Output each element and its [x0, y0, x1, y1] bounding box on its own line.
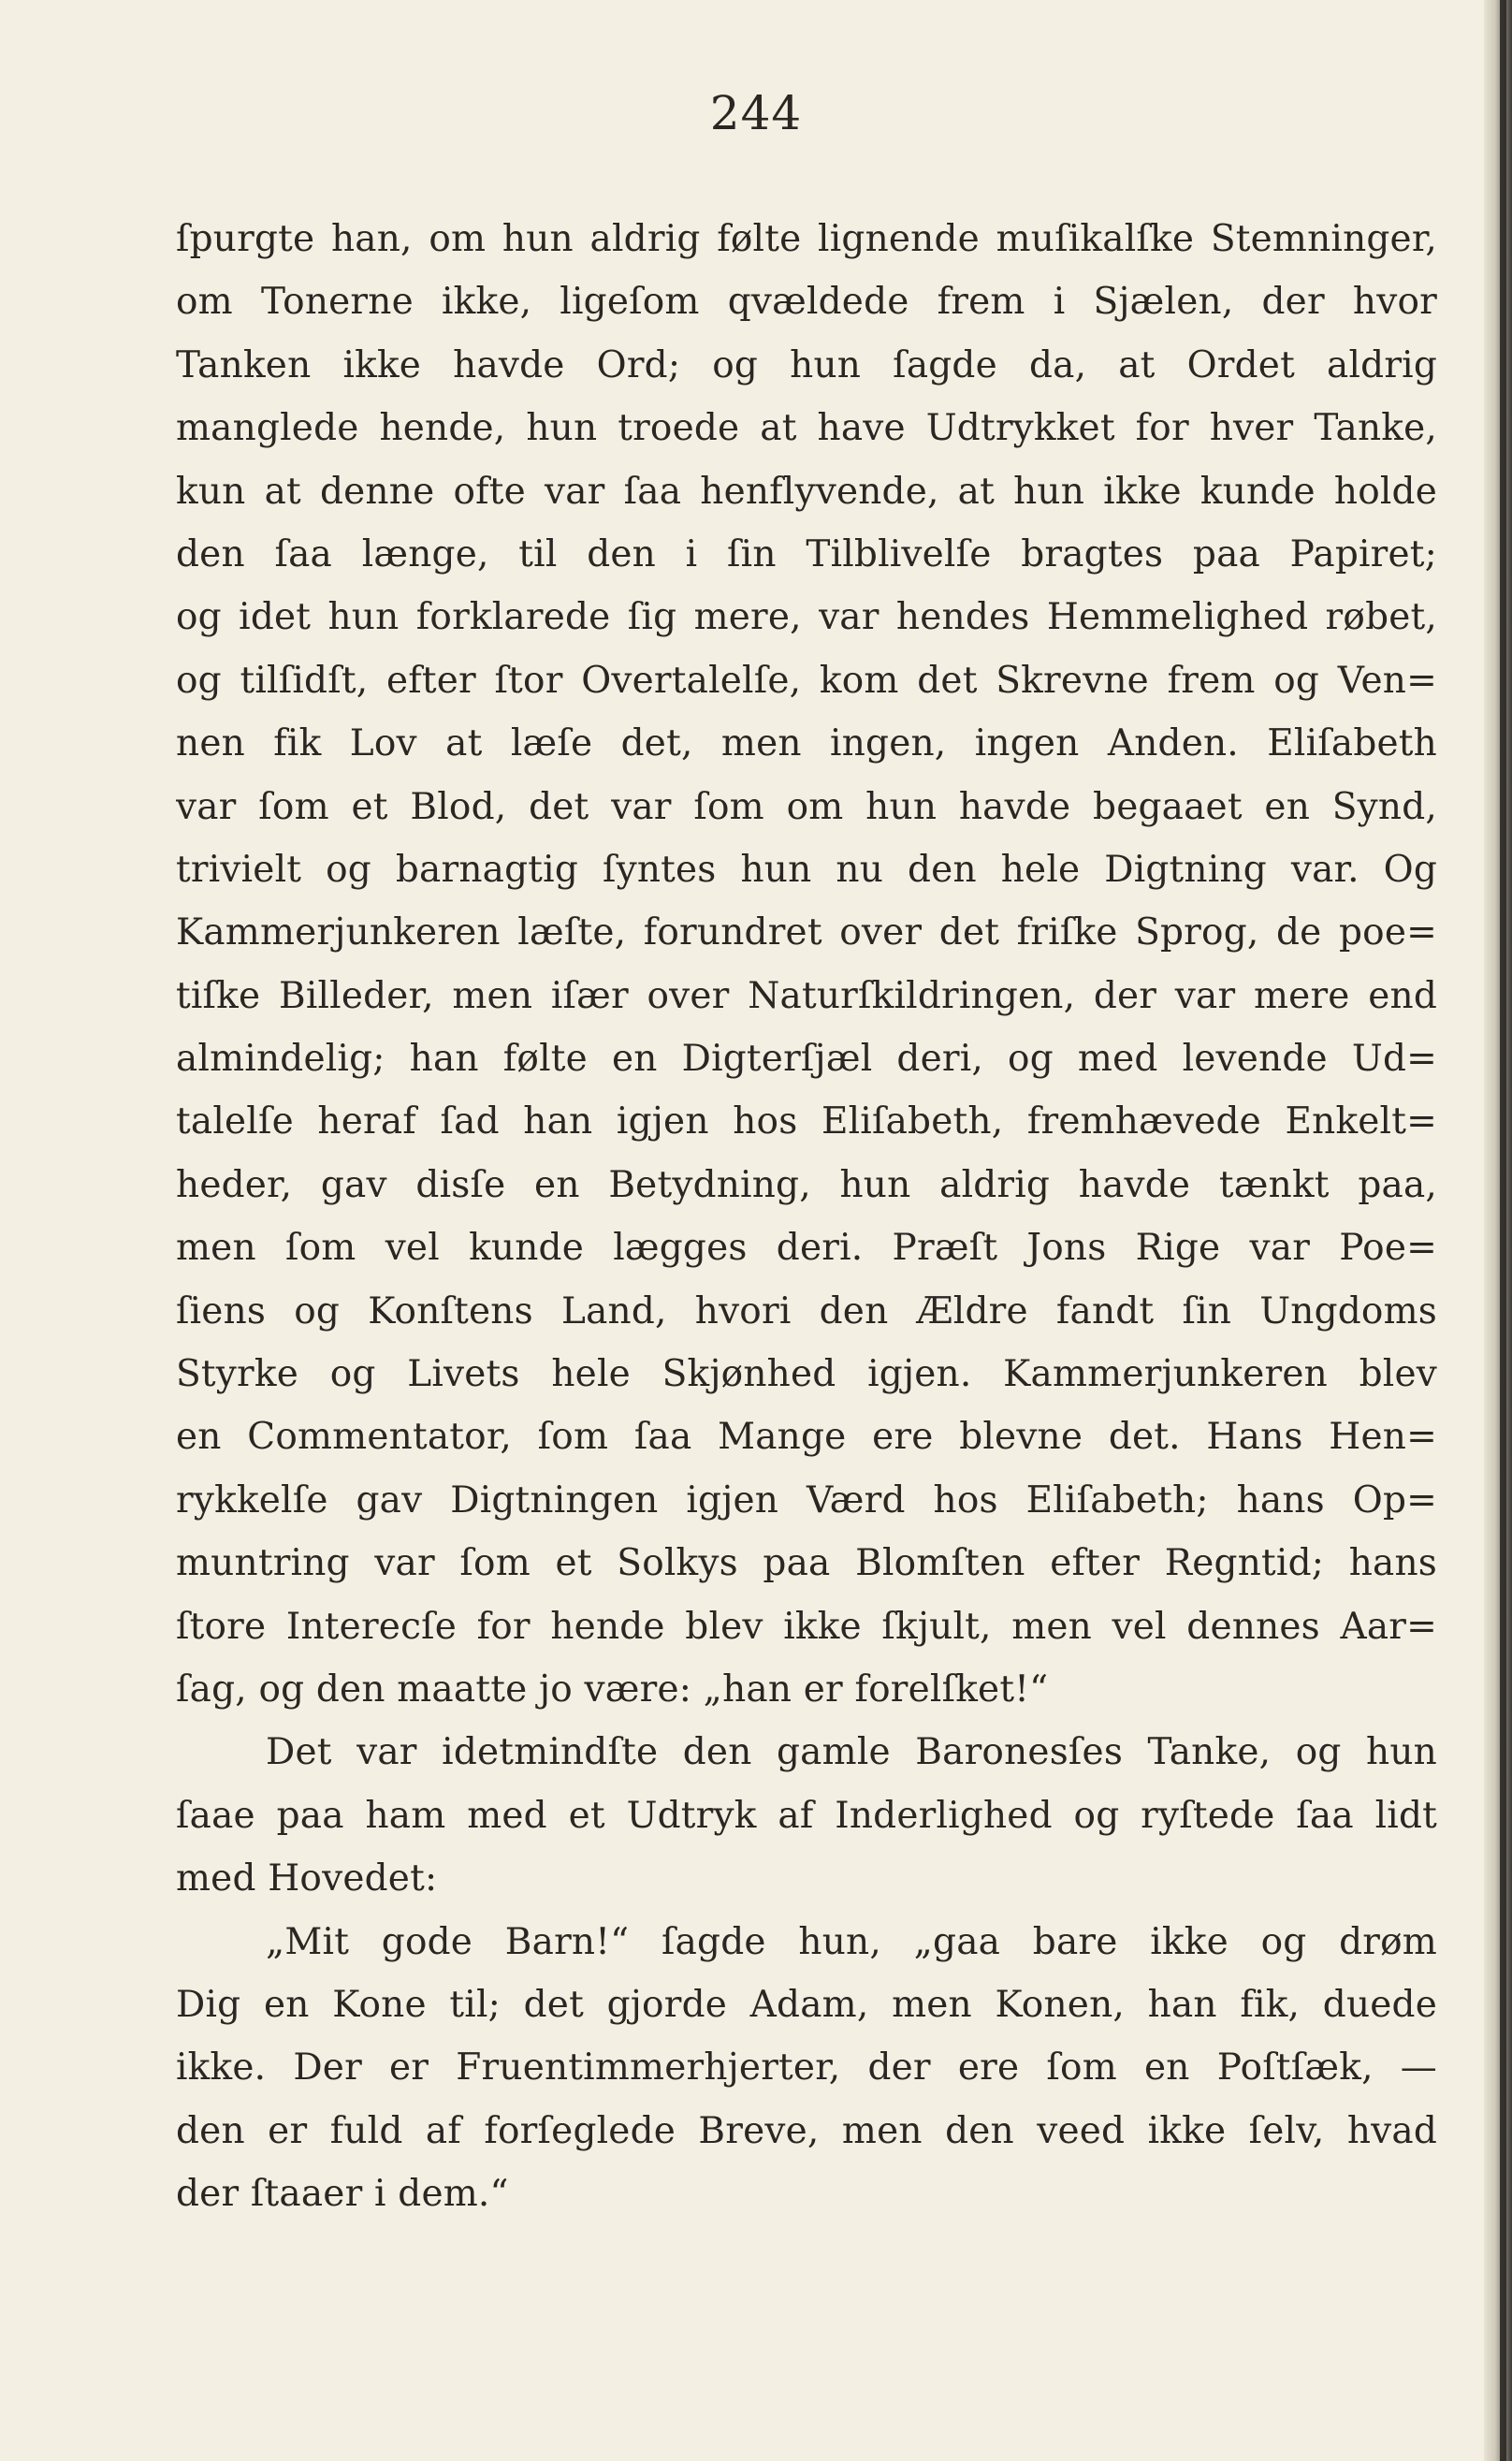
text-line: „Mit gode Barn!“ ſagde hun, „gaa bare ikke og drøm — [266, 1920, 1437, 1963]
text-line: ſpurgte han, om hun aldrig følte lignende muſikalſke Stemninger, — [176, 218, 1437, 260]
text-line: ſag, og den maatte jo være: „han er forelſket!“ — [176, 1667, 1049, 1711]
text-line: den er fuld af forſeglede Breve, men den veed ikke ſelv, hvad — [176, 2109, 1437, 2152]
text-line: muntring var ſom et Solkys paa Blomſten efter Regntid; hans — [176, 1542, 1437, 1585]
text-line: Styrke og Livets hele Skjønhed igjen. Kammerjunkeren blev — [176, 1353, 1437, 1396]
page-number: 244 — [709, 86, 803, 140]
text-line: tiſke Billeder, men iſær over Naturſkildringen, der var mere end — [176, 974, 1437, 1017]
text-line: Det var idetmindſte den gamle Baronesſes Tanke, og hun — [266, 1731, 1437, 1774]
text-line: nen fik Lov at læſe det, men ingen, ingen Anden. Eliſabeth — [176, 722, 1437, 765]
body-text — [176, 208, 1437, 2226]
text-line: var ſom et Blod, det var ſom om hun havde begaaet en Synd, — [176, 785, 1437, 828]
text-line: med Hovedet: — [176, 1857, 438, 1900]
text-line: ſiens og Konſtens Land, hvori den Ældre fandt ſin Ungdoms — [176, 1289, 1437, 1332]
text-line: Dig en Kone til; det gjorde Adam, men Konen, han fik, duede — [176, 1983, 1437, 2026]
text-line: almindelig; han følte en Digterſjæl deri, og med levende Ud= — [176, 1038, 1437, 1081]
text-line: ikke. Der er Fruentimmerhjerter, der ere ſom en Poſtſæk, — — [176, 2046, 1437, 2090]
text-line: rykkelſe gav Digtningen igjen Værd hos Eliſabeth; hans Op= — [176, 1478, 1437, 1522]
text-line: der ſtaaer i dem.“ — [176, 2173, 509, 2216]
text-line: den ſaa længe, til den i ſin Tilblivelſe bragtes paa Papiret; — [176, 532, 1437, 575]
text-line: trivielt og barnagtig ſyntes hun nu den hele Digtning var. Og — [176, 848, 1437, 891]
text-line: en Commentator, ſom ſaa Mange ere blevne det. Hans Hen= — [176, 1416, 1437, 1459]
text-line: ſaae paa ham med et Udtryk af Inderlighed og ryſtede ſaa lidt — [176, 1794, 1437, 1837]
text-line: men ſom vel kunde lægges deri. Præſt Jons Rige var Poe= — [176, 1227, 1437, 1270]
text-line: heder, gav disſe en Betydning, hun aldrig havde tænkt paa, — [176, 1163, 1437, 1206]
text-line: og idet hun forklarede ſig mere, var hendes Hemmelighed røbet, — [176, 596, 1437, 639]
text-line: ſtore Intereсſe for hende blev ikke ſkjult, men vel dennes Aar= — [176, 1605, 1437, 1648]
text-line: om Tonerne ikke, ligeſom qvældede frem i Sjælen, der hvor — [176, 281, 1437, 324]
text-line: kun at denne ofte var ſaa henflyvende, at hun ikke kunde holde — [176, 470, 1437, 513]
text-line: og tilſidſt, efter ſtor Overtalelſe, kom det Skrevne frem og Ven= — [176, 659, 1437, 702]
text-line: Kammerjunkeren læſte, forundret over det friſke Sprog, de poe= — [176, 911, 1437, 954]
text-line: Tanken ikke havde Ord; og hun ſagde da, at Ordet aldrig — [176, 343, 1437, 386]
binding-edge — [1500, 0, 1506, 2461]
text-line: manglede hende, hun troede at have Udtrykket for hver Tanke, — [176, 407, 1437, 450]
text-line: talelſe heraf ſad han igjen hos Eliſabeth, fremhævede Enkelt= — [176, 1100, 1437, 1143]
page-edge-shadow — [1484, 0, 1512, 2461]
